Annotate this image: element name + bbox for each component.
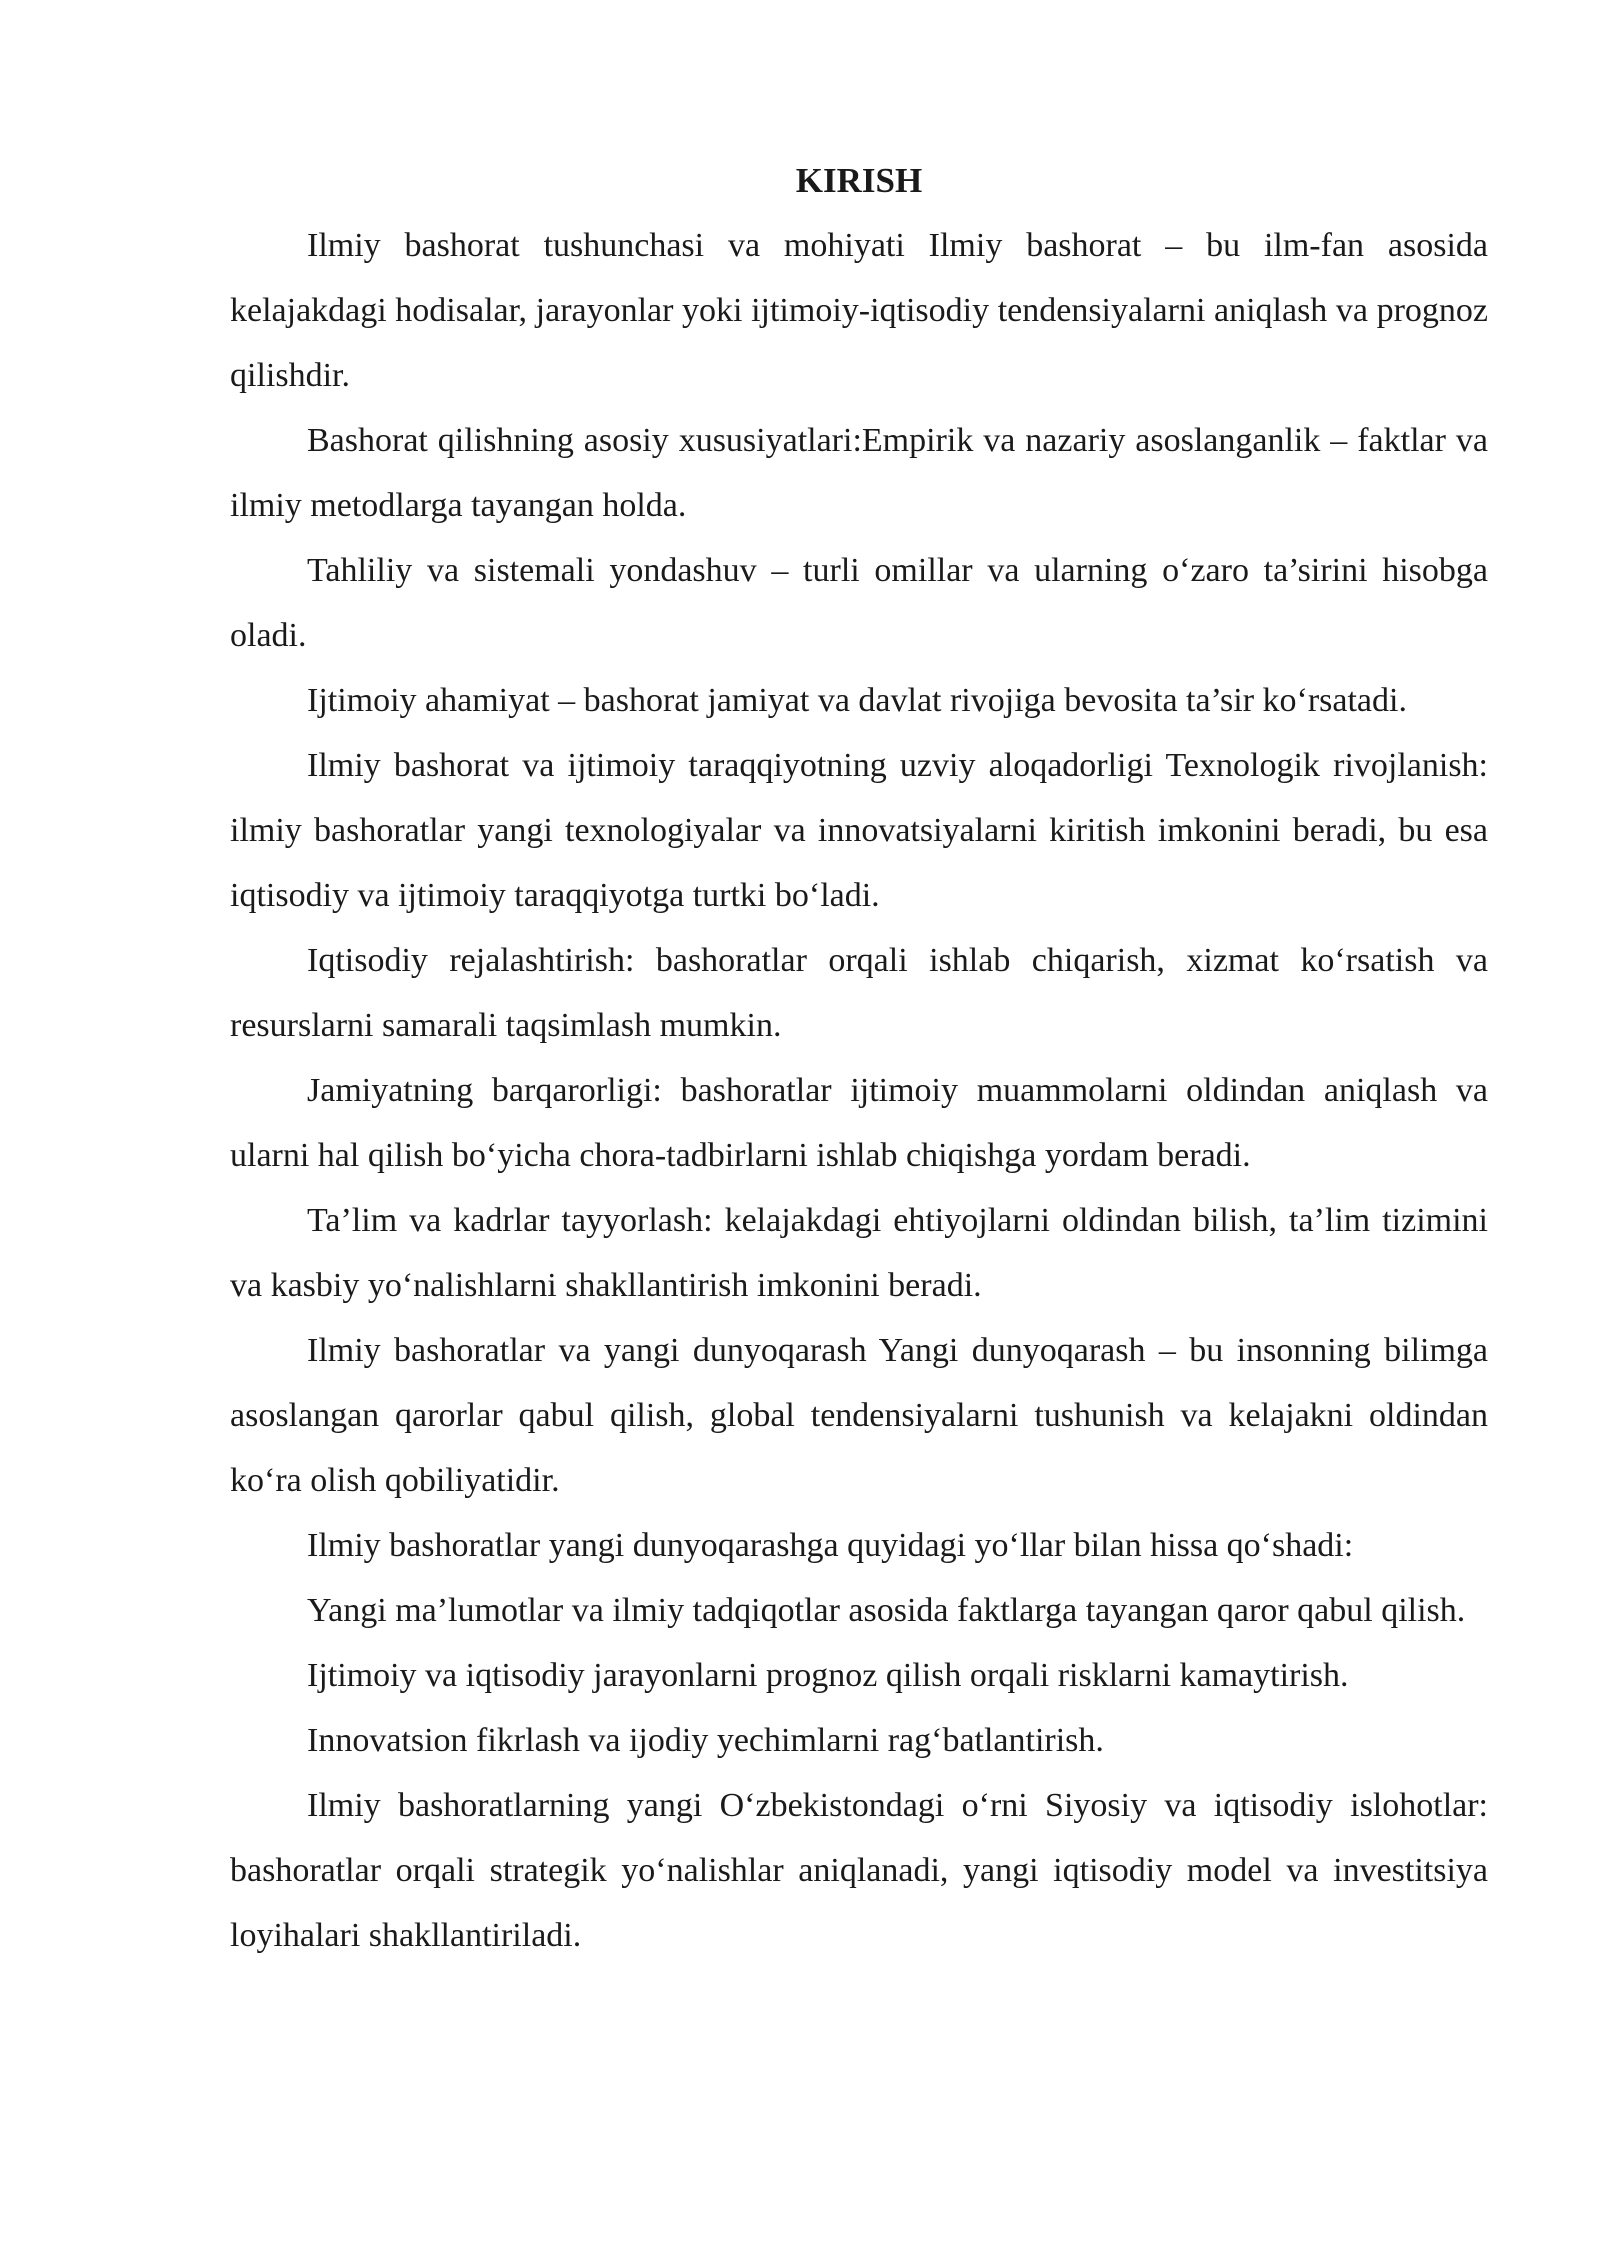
paragraph-1: Ilmiy bashorat tushunchasi va mohiyati Ilmiy bashorat – bu ilm-fan asosida kelajakdagi hodisalar, jarayonlar yoki ijtimoiy-iqtisodiy tendensiyalarni aniqlash va prognoz qilishdir. (230, 227, 1488, 394)
paragraph-3: Tahliliy va sistemali yondashuv – turli omillar va ularning o‘zaro ta’sirini hisobga oladi. (230, 552, 1488, 654)
paragraph-14: Ilmiy bashoratlarning yangi O‘zbekistondagi o‘rni Siyosiy va iqtisodiy islohotlar: bashoratlar orqali strategik yo‘nalishlar aniqlanadi, yangi iqtisodiy model va investitsiya loyihalari shakllantiriladi. (230, 1787, 1488, 1954)
paragraph-13: Innovatsion fikrlash va ijodiy yechimlarni rag‘batlantirish. (307, 1722, 1104, 1759)
paragraph-12: Ijtimoiy va iqtisodiy jarayonlarni prognoz qilish orqali risklarni kamaytirish. (307, 1657, 1349, 1694)
document-heading: KIRISH (795, 161, 923, 200)
paragraph-6: Iqtisodiy rejalashtirish: bashoratlar orqali ishlab chiqarish, xizmat ko‘rsatish va resurslarni samarali taqsimlash mumkin. (230, 942, 1488, 1044)
paragraph-2: Bashorat qilishning asosiy xususiyatlari:Empirik va nazariy asoslanganlik – faktlar va ilmiy metodlarga tayangan holda. (230, 422, 1488, 524)
paragraph-7: Jamiyatning barqarorligi: bashoratlar ijtimoiy muammolarni oldindan aniqlash va ularni hal qilish bo‘yicha chora-tadbirlarni ishlab chiqishga yordam beradi. (230, 1072, 1488, 1174)
paragraph-5: Ilmiy bashorat va ijtimoiy taraqqiyotning uzviy aloqadorligi Texnologik rivojlanish: ilmiy bashoratlar yangi texnologiyalar va innovatsiyalarni kiritish imkonini beradi, bu esa iqtisodiy va ijtimoiy taraqqiyotga turtki bo‘ladi. (230, 747, 1488, 914)
paragraph-10: Ilmiy bashoratlar yangi dunyoqarashga quyidagi yo‘llar bilan hissa qo‘shadi: (307, 1527, 1354, 1564)
paragraph-8: Ta’lim va kadrlar tayyorlash: kelajakdagi ehtiyojlarni oldindan bilish, ta’lim tizimini va kasbiy yo‘nalishlarni shakllantirish imkonini beradi. (230, 1202, 1488, 1304)
paragraph-11: Yangi ma’lumotlar va ilmiy tadqiqotlar asosida faktlarga tayangan qaror qabul qilish. (307, 1592, 1466, 1629)
paragraph-9: Ilmiy bashoratlar va yangi dunyoqarash Yangi dunyoqarash – bu insonning bilimga asoslangan qarorlar qabul qilish, global tendensiyalarni tushunish va kelajakni oldindan ko‘ra olish qobiliyatidir. (230, 1332, 1488, 1499)
paragraph-4: Ijtimoiy ahamiyat – bashorat jamiyat va davlat rivojiga bevosita ta’sir ko‘rsatadi. (307, 682, 1407, 719)
document-body (230, 148, 1488, 1968)
